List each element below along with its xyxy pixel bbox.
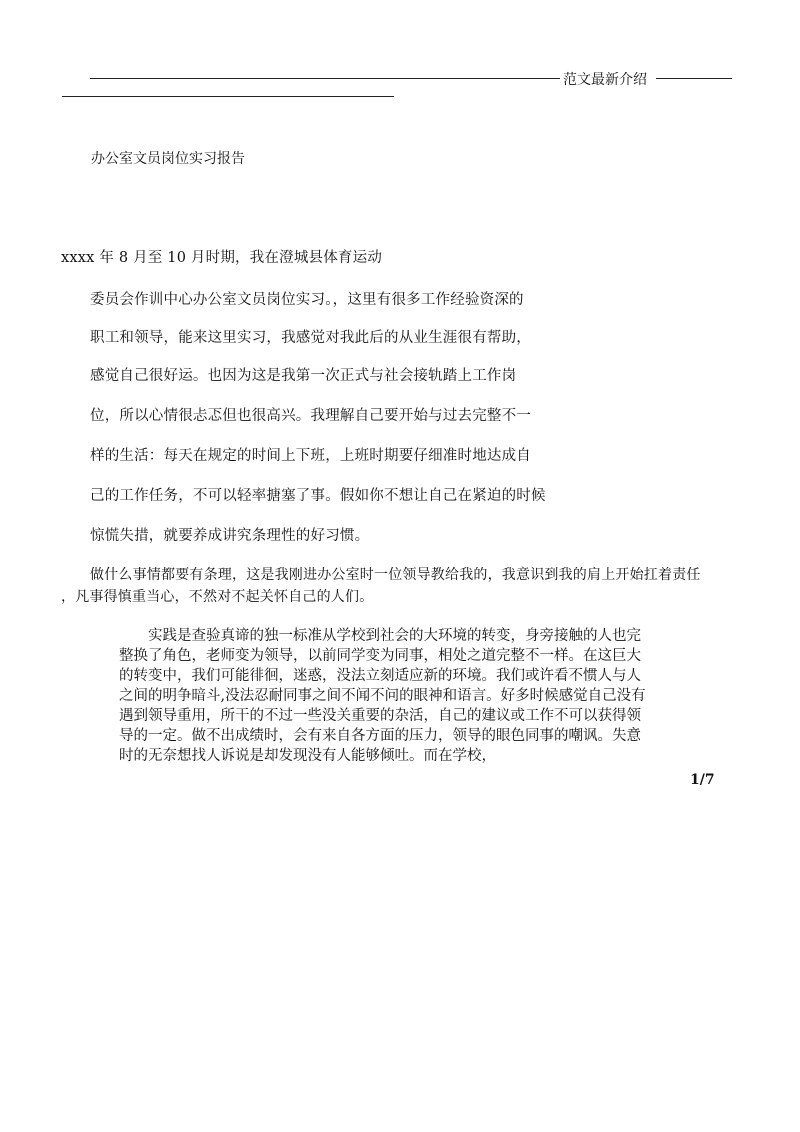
header-label: 范文最新介绍 [563,72,647,88]
paragraph3-line-5: 遇到领导重用，所干的不过一些没关重要的杂活，自己的建议或工作不可以获得领 [119,708,641,724]
paragraph3-line-4: 之间的明争暗斗,没法忍耐同事之间不闻不问的眼神和语言。好多时候感觉自己没有 [119,688,646,704]
page-number: 1/7 [690,772,715,788]
paragraph2-line-2: ，凡事得慎重当心，不然对不起关怀自己的人们。 [61,589,374,605]
paragraph3-line-2: 整换了角色，老师变为领导，以前同学变为同事，相处之道完整不一样。在这巨大 [119,648,641,664]
intro-line-6: 样的生活：每天在规定的时间上下班，上班时期要仔细准时地达成自 [90,448,531,464]
paragraph2-line-1: 做什么事情都要有条理，这是我刚进办公室时一位领导教给我的，我意识到我的肩上开始扛着责任 [90,567,701,583]
header-rule-left [90,78,560,79]
intro-line-3: 职工和领导，能来这里实习，我感觉对我此后的从业生涯很有帮助， [90,330,531,346]
paragraph3-line-3: 的转变中，我们可能徘徊，迷惑，没法立刻适应新的环境。我们或许看不惯人与人 [119,668,641,684]
paragraph3-line-7: 时的无奈想找人诉说是却发现没有人能够倾吐。而在学校， [119,748,496,764]
page-title: 办公室文员岗位实习报告 [91,151,245,167]
header-rule-right [656,78,732,79]
intro-line-8: 惊慌失措，就要养成讲究条理性的好习惯。 [90,528,370,544]
intro-line-2: 委员会作训中心办公室文员岗位实习。，这里有很多工作经验资深的 [90,292,524,308]
paragraph3-line-6: 导的一定。做不出成绩时，会有来自各方面的压力，领导的眼色同事的嘲讽。失意 [119,728,641,744]
intro-line-7: 己的工作任务，不可以轻率搪塞了事。假如你不想让自己在紧迫的时候 [90,488,546,504]
paragraph3-line-1: 实践是查验真谛的独一标准从学校到社会的大环境的转变，身旁接触的人也完 [148,628,641,644]
intro-line-5: 位，所以心情很忐忑但也很高兴。我理解自己要开始与过去完整不一 [90,408,531,424]
intro-line-1: xxxx 年 8 月至 10 月时期，我在澄城县体育运动 [61,250,383,266]
intro-line-4: 感觉自己很好运。也因为这是我第一次正式与社会接轨踏上工作岗 [90,368,517,384]
header-rule-second [62,96,394,97]
